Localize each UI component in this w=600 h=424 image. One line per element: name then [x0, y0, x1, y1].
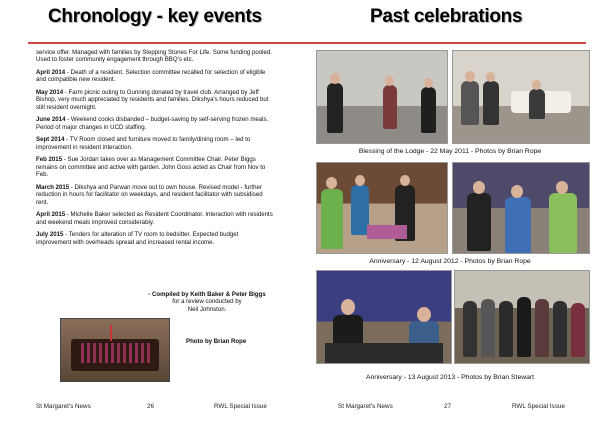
chronology-timeline	[36, 49, 274, 251]
timeline-entry	[36, 184, 274, 206]
blessing-photo-2	[452, 50, 590, 144]
timeline-entry	[36, 211, 274, 226]
entry-text: - Tenders for alteration of TV room to bedsitter. Expected budget improvement with overheads spread and increased rental income.	[36, 231, 239, 246]
person-shape	[535, 299, 549, 357]
entry-date: Sept 2014	[36, 136, 65, 144]
entry-text: - Farm picnic outing to Gunning donated by travel club. Arranged by Jeff Bishop, very much appreciated by residents and families. Dikshya's hours reduced but still resident overnight.	[36, 89, 269, 111]
person-shape	[553, 301, 567, 357]
credit-line-3: Neil Johnston.	[187, 305, 227, 313]
chronology-heading: Chronology - key events	[48, 6, 262, 27]
person-shape	[321, 189, 343, 249]
person-shape	[327, 83, 343, 133]
footer-publication-left: St Margaret's News	[36, 403, 91, 410]
compilation-credit	[132, 291, 282, 313]
person-shape	[461, 81, 479, 125]
footer-issue-left: RWL Special Issue	[214, 403, 267, 410]
timeline-entry	[36, 89, 274, 111]
person-head	[532, 80, 541, 90]
person-shape	[529, 89, 545, 119]
person-head	[326, 177, 337, 189]
heading-rule-right	[300, 42, 586, 44]
person-shape	[481, 299, 495, 357]
entry-text: - Dikshya and Parwan move out to own house. Revised model - further reduction in hours for facilitator on weekdays, and resident facilitator with subsidised rent.	[36, 183, 263, 206]
entry-date: May 2014	[36, 89, 64, 96]
person-shape	[421, 87, 436, 133]
person-head	[511, 185, 523, 198]
person-head	[400, 175, 410, 186]
anniversary-2012-photo-2	[452, 162, 590, 254]
person-shape	[383, 85, 397, 129]
timeline-entry	[36, 156, 274, 178]
cake-icing	[81, 343, 151, 363]
anniversary-2013-photo-1	[316, 270, 452, 364]
person-head	[330, 73, 340, 84]
entry-date: March 2015	[36, 183, 70, 191]
person-head	[556, 181, 568, 194]
anniversary-2013-photo-2	[454, 270, 590, 364]
person-head	[385, 76, 394, 86]
person-shape	[571, 303, 585, 357]
timeline-entry	[36, 116, 274, 131]
right-page	[300, 0, 600, 424]
candle-shape	[110, 325, 112, 341]
anniversary-2012-photo-1	[316, 162, 448, 254]
entry-text: - TV Room closed and furniture moved to family/dining room – led to improvement in resident interaction.	[36, 136, 251, 151]
anniversary-2012-caption: Anniversary - 12 August 2012 - Photos by Brian Rope	[369, 258, 531, 265]
footer-issue-right: RWL Special Issue	[512, 403, 565, 410]
lectern-shape	[325, 343, 443, 363]
footer-page-number-right: 27	[444, 403, 452, 410]
person-shape	[517, 297, 531, 357]
person-head	[465, 71, 475, 82]
footer-page-number-left: 26	[147, 403, 155, 410]
person-shape	[467, 193, 491, 251]
credit-line-1: - Compiled by Keith Baker & Peter Biggs	[148, 291, 266, 298]
person-shape	[463, 301, 477, 357]
blessing-caption: Blessing of the Lodge - 22 May 2011 - Photos by Brian Rope	[358, 148, 542, 155]
entry-date: April 2014	[36, 69, 66, 76]
entry-text: - Michelle Baker selected as Resident Coordinator. Interaction with residents and weekend meals improved considerably.	[36, 211, 273, 226]
anniversary-2013-caption: Anniversary - 13 August 2013 - Photos by Brian Stewart	[365, 374, 535, 381]
cake-photo	[60, 318, 170, 382]
blessing-photo-1	[316, 50, 448, 144]
entry-text: - Weekend cooks disbanded – budget-saving by self-serving frozen meals. Period of major changes in UCD staffing.	[36, 116, 269, 131]
entry-date: June 2014	[36, 116, 66, 124]
person-head	[417, 307, 431, 322]
timeline-entry	[36, 136, 274, 151]
entry-date: April 2015	[36, 211, 66, 219]
table-shape	[367, 225, 407, 239]
entry-date: Feb 2015	[36, 156, 63, 164]
person-shape	[499, 301, 513, 357]
person-head	[424, 78, 433, 88]
credit-line-2: for a review conducted by	[172, 298, 242, 306]
person-head	[486, 72, 495, 82]
heading-rule-left	[28, 42, 300, 44]
person-head	[341, 299, 355, 315]
person-shape	[505, 197, 531, 253]
timeline-entry	[36, 69, 274, 84]
intro-text: service offer. Managed with families by Stepping Stones For Life. Some funding pooled. Used to foster community engagement through BBQ's etc.	[36, 49, 272, 64]
timeline-entry	[36, 231, 274, 246]
person-shape	[549, 193, 577, 253]
entry-date: July 2015	[36, 231, 64, 239]
entry-text: - Death of a resident. Selection committee recalled for selection of eligible and compatible new resident.	[36, 69, 266, 84]
person-head	[473, 181, 485, 194]
person-head	[355, 175, 365, 186]
celebrations-heading: Past celebrations	[370, 6, 523, 27]
entry-text: - Sue Jordan takes over as Management Committee Chair. Peter Biggs remains on committee and active with garden. John Goss acted as Chair from Nov to Feb.	[36, 156, 266, 179]
person-shape	[483, 81, 499, 125]
footer-publication-right: St Margaret's News	[338, 403, 393, 410]
cake-photo-caption: Photo by Brian Rope	[186, 338, 247, 345]
